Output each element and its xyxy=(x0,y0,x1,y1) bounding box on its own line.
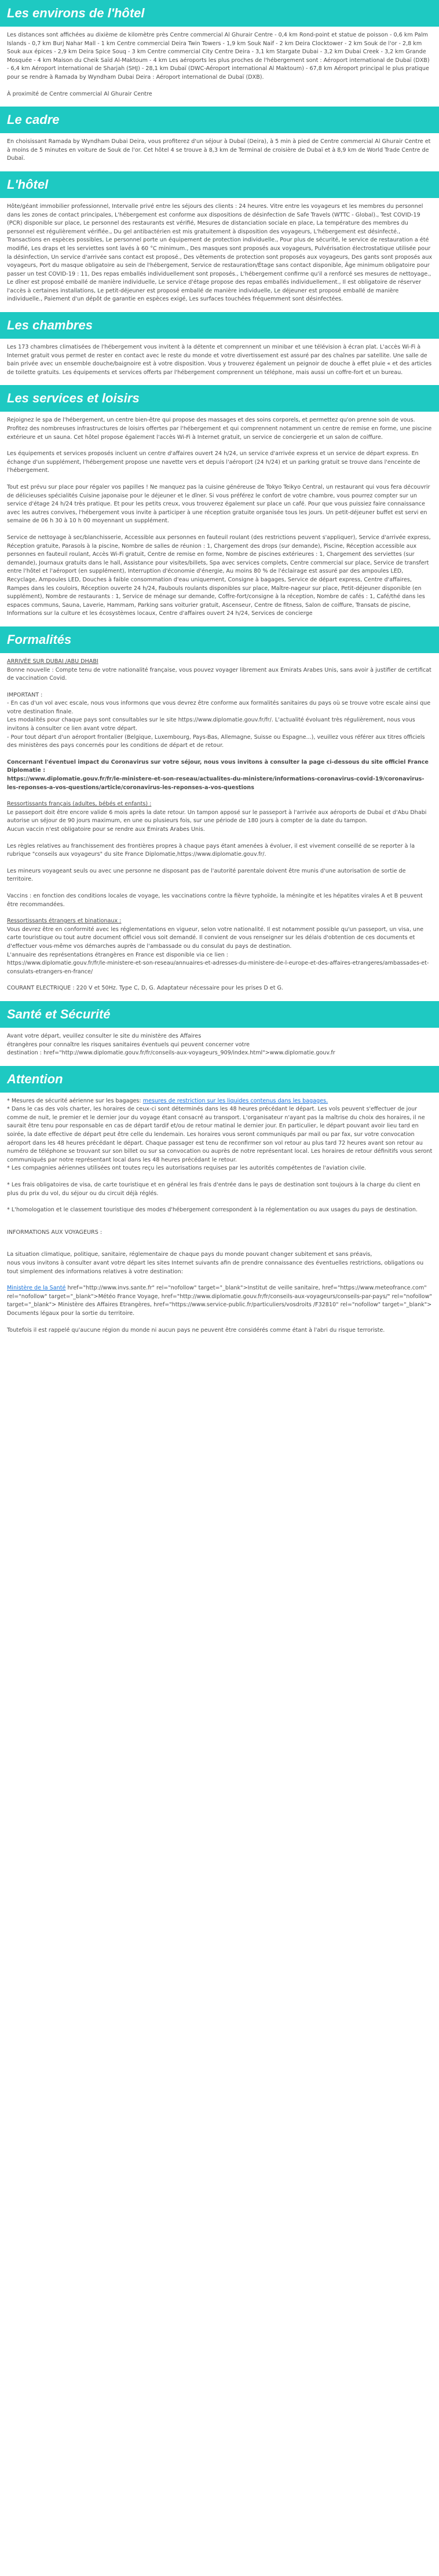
paragraph: Service de nettoyage à sec/blanchisserie, Accessible aux personnes en fauteuil roulant (des restrictions peuvent s'appliquer), Service d'arrivée express, Réception gratuite, Parasols à la piscine, Nombre de salles de réunion : 1, Chargement des drops (sur demande), Piscine, Réception accessible aux personnes en fauteuil roulant, Accès Wi-Fi gratuit, Centre de remise en forme, Nombre de piscines extérieures : 1, Chargement des serviettes (sur demande), Journaux gratuits dans le hall, Assistance pour visites/billets, Spa avec services complets, Centre commercial sur place, Service de transfert entre l'hôtel et l'aéroport (en supplément), Interruption d'économie d'énergie, Au moins 80 % de l'éclairage est assuré par des ampoules LED, Recyclage, Ampoules LED, Douches à faible consommation d'eau uniquement, Consigne à bagages, Service de départ express, Centre d'affaires, Rampes dans les couloirs, Réception ouverte 24 h/24, Faubouls roulants disponibles sur place, Maître-nageur sur place, Petit-déjeuner disponible (en supplément), Nombre de restaurants : 1, Service de ménage sur demande, Coffre-fort/consigne à la réception, Nombre de cafés : 1, Café/thé dans les espaces communs, Sauna, Laverie, Hammam, Parking sans voiturier gratuit, Ascenseur, Centre de fitness, Salon de coiffure, Transats de piscine, Informations sur la culture et les écosystèmes locaux, Centre d'affaires ouvert 24 h/24, Services de concierge xyxy=(7,534,433,617)
etrangers-label: Ressortissants étrangers et binationaux : xyxy=(7,918,122,925)
section-body xyxy=(0,31,439,98)
section-body xyxy=(0,1097,439,1335)
bagages-restriction-link[interactable]: mesures de restriction sur les liquides contenus dans les bagages. xyxy=(142,1097,328,1104)
paragraph: Les 173 chambres climatisées de l'hébergement vous invitent à la détente et comprennent un minibar et une télévision à écran plat. L'accès Wi-Fi à Internet gratuit vous permet de rester en contact avec le reste du monde et votre divertissement est assuré par des chaînes par satellite. Une salle de bain privée avec un ensemble douche/baignoire est à votre disposition. Vous y trouverez également un peignoir de douche à effet pluie « et des articles de toilette gratuits. Les équipements et services offerts par l'hébergement comprennent un téléphone, mais aussi un coffre-fort et un bureau. xyxy=(7,344,434,376)
paragraph-rest: * Dans le cas des vols charter, les horaires de ceux-ci sont déterminés dans les 48 heures précédant le départ. Les vols peuvent s'effectuer de jour comme de nuit, le premier et le dernier jour du voyage étant consacré au transport. L'organisateur n'ayant pas la maîtrise du choix des horaires, il ne saurait être tenu pour responsable en cas de départ tardif et/ou de retour matinal le dernier jour. En particulier, le départ pouvant avoir lieu tard en soirée, la date effective de départ peut être celle du lendemain. Les horaires vous seront communiqués par mail ou par fax, sur votre convocation aéroport dans les 48 heures précédant le départ. Chaque passager est tenu de reconfirmer son vol retour au plus tard 72 heures avant son retour au numéro de téléphone se trouvant sur son billet ou sur sa convocation ou auprès de notre représentant local. Les horaires de retour définitifs vous seront communiqués par notre représentant local dans les 48 heures précédant le retour. * Les compagnies aériennes utilisées ont toutes reçu les autorisations requises par les autorités compétentes de l'aviation civile. xyxy=(7,1106,433,1172)
section-body xyxy=(0,658,439,993)
paragraph: * Les frais obligatoires de visa, de carte touristique et en général les frais d'entrée dans le pays de destination sont toujours à la charge du client en plus du prix du vol, du séjour ou du circuit déjà réglés. xyxy=(7,1182,422,1197)
section-title: Formalités xyxy=(0,626,439,653)
paragraph: Les règles relatives au franchissement des frontières propres à chaque pays étant amenées à évoluer, il est vivement conseillé de se reporter à la rubrique "conseils aux voyageurs" du site France Diplomatie,https://www.diplomatie.gouv.fr/. xyxy=(7,842,417,858)
coronavirus-notice: Concernant l'éventuel impact du Coronavirus sur votre séjour, nous vous invitons à consulter la page ci-dessous du site officiel France Diplomatie : https://www.diplomatie.gouv.fr/fr/le-ministere-et-son-reseau/actualites-du-ministere/informations-coronavirus-covid-19/coronavirus-les-reponses-a-vos-questions/article/coronavirus-les-reponses-a-vos-questions xyxy=(7,758,429,791)
paragraph: Les équipements et services proposés incluent un centre d'affaires ouvert 24 h/24, un service d'arrivée express et un service de départ express. En échange d'un supplément, l'hébergement propose une navette vers et depuis l'aéroport (24 h/24) et un parking gratuit se trouve dans l'enceinte de l'hébergement. xyxy=(7,450,422,474)
section-body xyxy=(0,203,439,304)
paragraph: Les distances sont affichées au dixième de kilomètre près Centre commercial Al Ghurair Centre - 0,4 km Rond-point et statue de poisson - 0,6 km Palm Islands - 0,7 km Burj Nahar Mall - 1 km Centre commercial Deira Twin Towers - 1,9 km Souk Naif - 2 km Deira Clocktower - 2 km Souk de l'or - 2,8 km Souk aux épices - 2,9 km Deira Spice Souq - 3 km Centre commercial City Centre Deira - 3,1 km Stargate Dubai - 3,2 km Dubai Creek - 3,2 km Grande Mosquée - 4 km Maison du Cheik Saïd Al-Maktoum - 4 km Les aéroports les plus proches de l'hébergement sont : Aéroport international de Dubaï (DXB) - 6,4 km Aéroport international de Sharjah (SHJ) - 28,1 km Dubaï (DWC-Aéroport international Al Maktoum) - 67,8 km Aéroport principal le plus pratique pour se rendre à Ramada by Wyndham Dubai Deira : Aéroport international de Dubaï (DXB). xyxy=(7,32,431,80)
section-body xyxy=(0,343,439,377)
section-body xyxy=(0,138,439,163)
section-attention xyxy=(0,1066,439,1335)
paragraph: Vaccins : en fonction des conditions locales de voyage, les vaccinations contre la fièvre typhoïde, la méningite et les hépatites virales A et B peuvent être recommandées. xyxy=(7,892,425,908)
bagages-prefix: * Mesures de sécurité aérienne sur les bagages: xyxy=(7,1097,143,1104)
paragraph-rest: href="http://www.invs.sante.fr" rel="nofollow" target="_blank">Institut de veille sanitaire, href="https://www.meteofrance.com" rel="nofollow" target="_blank">Météo France Voyage, href="http://www.diplomatie.gouv.fr/fr/conseils-aux-voyageurs/conseils-par-pays/" rel="nofollow" target="_blank"> Ministère des Affaires Etrangères, href="https://www.service-public.fr/particuliers/vosdroits /F32810" rel="nofollow" target="_blank"> Documents légaux pour la sortie du territoire. xyxy=(7,1285,434,1317)
paragraph: * L'homologation et le classement touristique des modes d'hébergement correspondent à la réglementation ou aux usages du pays de destination. xyxy=(7,1207,418,1214)
section-formalites xyxy=(0,626,439,993)
paragraph: Vous devrez être en conformité avec les réglementations en vigueur, selon votre nationalité. Il est notamment possible qu'un passeport, un visa, une carte touristique ou tout autre document officiel vous soit demandé. Il convient de vous renseigner sur les délais d'obtention de ces documents et d'effectuer vous-même vos démarches auprès de l'ambassade ou du consulat du pays de destination. L'annuaire des représentations étrangères en France est disponible via ce lien : https://www.diplomatie.gouv.fr/fr/le-ministere-et-son-reseau/annuaires-et-adresses-du-ministere-de-l-europe-et-des-affaires-etrangeres/ambassades-et-consulats-etrangers-en-france/ xyxy=(7,926,429,975)
section-environs xyxy=(0,0,439,98)
paragraph: INFORMATIONS AUX VOYAGEURS : xyxy=(7,1229,103,1236)
paragraph: Rejoignez le spa de l'hébergement, un centre bien-être qui propose des massages et des soins corporels, et permettez qu'on prenne soin de vous. Profitez des nombreuses infrastructures de loisirs offertes par l'hébergement et qui comprennent notamment un centre de remise en forme, une piscine extérieure et un sauna. Cet hôtel propose également l'accès Wi-Fi à Internet gratuit, un service de conciergerie et un salon de coiffure. xyxy=(7,417,434,441)
section-title: Attention xyxy=(0,1066,439,1093)
section-title: L'hôtel xyxy=(0,171,439,198)
paragraph: Bonne nouvelle : Compte tenu de votre nationalité française, vous pouvez voyager librement aux Emirats Arabes Unis, sans avoir à justifier de certificat de vaccination Covid. xyxy=(7,666,433,682)
section-title: Santé et Sécurité xyxy=(0,1001,439,1028)
ressortissants-label: Ressortissants français (adultes, bébés et enfants) : xyxy=(7,801,152,808)
section-body xyxy=(0,1032,439,1058)
paragraph: Les mineurs voyageant seuls ou avec une personne ne disposant pas de l'autorité parentale doivent être munis d'une autorisation de sortie de territoire. xyxy=(7,867,408,883)
section-title: Le cadre xyxy=(0,107,439,133)
important-paragraph: IMPORTANT : - En cas d'un vol avec escale, nous vous informons que vous devrez être conforme aux formalités sanitaires du pays où se trouve votre escale ainsi que votre destination finale. Les modalités pour chaque pays sont consultables sur le site https://www.diplomatie.gouv.fr/fr/. L'actualité évoluant très régulièrement, nous vous invitons à consulter ce lien avant votre départ. - Pour tout départ d'un aéroport frontalier (Belgique, Luxembourg, Pays-Bas, Allemagne, Suisse ou Espagne...), veuillez vous référer aux titres officiels des ministères des pays concernés pour les conditions de départ et de retour. xyxy=(7,691,431,749)
section-hotel xyxy=(0,171,439,304)
section-sante xyxy=(0,1001,439,1058)
section-title: Les services et loisirs xyxy=(0,385,439,412)
section-body xyxy=(0,416,439,618)
paragraph: En choisissant Ramada by Wyndham Dubai Deira, vous profiterez d'un séjour à Dubaï (Deira), à 5 min à pied de Centre commercial Al Ghurair Centre et à moins de 5 minutes en voiture de Souk de l'or. Cet hôtel 4 se trouve à 8,3 km de Terminal de croisière de Dubaï et à 8,9 km de World Trade Centre de Dubaï. xyxy=(7,138,433,162)
section-title: Les environs de l'hôtel xyxy=(0,0,439,27)
paragraph xyxy=(7,1284,433,1318)
paragraph: COURANT ELECTRIQUE : 220 V et 50Hz. Type C, D, G. Adaptateur nécessaire pour les prises D et G. xyxy=(7,985,283,992)
ministere-sante-link[interactable]: Ministère de la Santé xyxy=(7,1285,66,1292)
paragraph: Toutefois il est rappelé qu'aucune région du monde ni aucun pays ne peuvent être considérés comme étant à l'abri du risque terroriste. xyxy=(7,1327,385,1333)
paragraph: La situation climatique, politique, sanitaire, réglementaire de chaque pays du monde pouvant changer subitement et sans préavis, nous vous invitons à consulter avant votre départ les sites Internet suivants afin de prendre connaissance des éventuelles restrictions, obligations ou tout simplement des informations relatives à votre destination: xyxy=(7,1251,424,1275)
section-title: Les chambres xyxy=(0,312,439,339)
section-services xyxy=(0,385,439,618)
paragraph: À proximité de Centre commercial Al Ghurair Centre xyxy=(7,90,152,97)
paragraph xyxy=(7,1097,433,1173)
section-chambres xyxy=(0,312,439,377)
paragraph: Avant votre départ, veuillez consulter le site du ministère des Affaires étrangères pour connaître les risques sanitaires éventuels qui peuvent concerner votre destination : href="http://www.diplomatie.gouv.fr/fr/conseils-aux-voyageurs_909/index.html">www.diplomatie.gouv.fr xyxy=(7,1032,335,1057)
paragraph: Le passeport doit être encore valide 6 mois après la date retour. Un tampon apposé sur le passeport à l'arrivée aux aéroports de Dubaï et d'Abu Dhabi autorise un séjour de 90 jours maximum, en une ou plusieurs fois, sur une période de 180 jours à compter de la date du tampon. Aucun vaccin n'est obligatoire pour se rendre aux Emirats Arabes Unis. xyxy=(7,809,427,833)
paragraph: Tout est prévu sur place pour régaler vos papilles ! Ne manquez pas la cuisine généreuse de Tokyo Teikyo Central, un restaurant qui vous fera découvrir de délicieuses spécialités Cuisine japonaise pour le déjeuner et le dîner. Si vous préférez le confort de votre chambre, vous pourrez compter sur un service d'étage 24 h/24 très pratique. Et pour les petits creux, vous trouverez également sur place un café. Pour que vous puissiez faire connaissance avec les autres convives, l'hébergement vous invite à participer à une réception gratuite organisée tous les jours. Un petit-déjeuner buffet est servi en semaine de 06 h 30 à 10 h 00 moyennant un supplément. xyxy=(7,484,432,525)
section-cadre xyxy=(0,107,439,163)
arrivee-label: ARRIVÉE SUR DUBAI /ABU DHABI xyxy=(7,658,98,665)
paragraph: Hôte/géant immobilier professionnel, Intervalle privé entre les séjours des clients : 24 heures. Vitre entre les voyageurs et les membres du personnel dans les zones de contact principales, L'hébergement est conforme aux dispositions de désinfection de Safe Travels (WTTC - Global)., Test COVID-19 (PCR) disponible sur place, Le personnel des restaurants est vérifié, Mesures de distanciation sociale en place, La température des membres du personnel est régulièrement vérifiée., Du gel antibactérien est mis gratuitement à disposition des voyageurs, L'hébergement est désinfecté., Transactions en espèces possibles, Le personnel porte un équipement de protection individuelle., Pour plus de sécurité, le service de restauration a été modifié, Les draps et les serviettes sont lavés à 60 °C minimum., Des masques sont proposés aux voyageurs, Pulvérisation électrostatique utilisée pour la désinfection, Un service d'arrivée sans contact est proposé., Des vêtements de protection sont proposés aux voyageurs, Des gants sont proposés aux voyageurs, Port du masque obligatoire au sein de l'hébergement, Service de restauration/Étage sans contact disponible, Âge minimum obligatoire pour passer un test COVID-19 : 11, Des repas emballés individuellement sont proposés., L'hébergement confirme qu'il a renforcé ses mesures de nettoyage., Le dîner est proposé emballé de manière individuelle, Le service d'étage propose des repas emballés individuellement., Il est obligatoire de réserver l'accès à certaines installations, Le petit-déjeuner est proposé emballé de manière individuelle, Le déjeuner est proposé emballé de manière individuelle., Paiement d'un dépôt de garantie en espèces exigé, Les surfaces touchées fréquemment sont désinfectées. xyxy=(7,203,434,303)
